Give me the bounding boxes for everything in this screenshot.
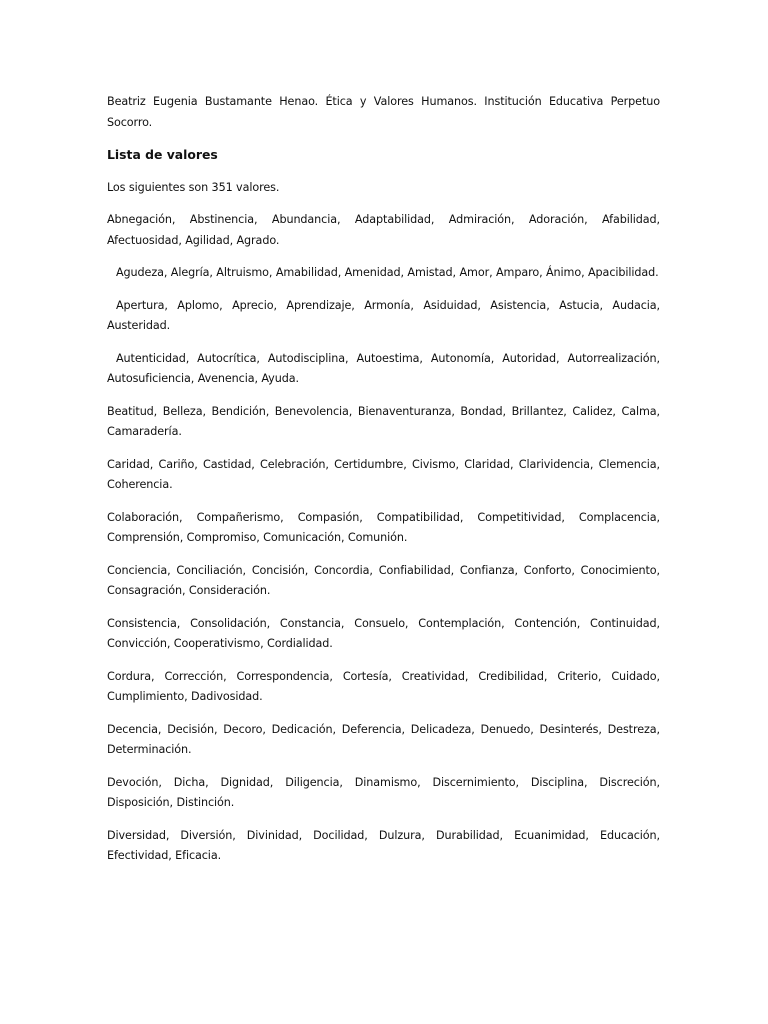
values-paragraph: Abnegación, Abstinencia, Abundancia, Adaptabilidad, Admiración, Adoración, Afabilidad, Afectuosidad, Agilidad, Agrado. [107, 213, 660, 247]
values-paragraph: Beatitud, Belleza, Bendición, Benevolencia, Bienaventuranza, Bondad, Brillantez, Calidez, Calma, Camaradería. [107, 404, 660, 438]
values-paragraph: Autenticidad, Autocrítica, Autodisciplina, Autoestima, Autonomía, Autoridad, Autorrealización, Autosuficiencia, Avenencia, Ayuda. [107, 351, 660, 385]
document-page [107, 92, 660, 879]
values-paragraph: Colaboración, Compañerismo, Compasión, Compatibilidad, Competitividad, Complacencia, Comprensión, Compromiso, Comunicación, Comunión. [107, 510, 660, 544]
values-paragraph: Agudeza, Alegría, Altruismo, Amabilidad, Amenidad, Amistad, Amor, Amparo, Ánimo, Apacibilidad. [116, 266, 659, 279]
values-paragraph: Devoción, Dicha, Dignidad, Diligencia, Dinamismo, Discernimiento, Disciplina, Discreción, Disposición, Distinción. [107, 775, 660, 809]
section-heading: Lista de valores [107, 147, 218, 162]
values-paragraph: Caridad, Cariño, Castidad, Celebración, Certidumbre, Civismo, Claridad, Clarividencia, Clemencia, Coherencia. [107, 457, 660, 491]
values-paragraph: Conciencia, Conciliación, Concisión, Concordia, Confiabilidad, Confianza, Conforto, Conocimiento, Consagración, Consideración. [107, 563, 660, 597]
document-header: Beatriz Eugenia Bustamante Henao. Ética y Valores Humanos. Institución Educativa Perpetuo Socorro. [107, 95, 660, 129]
values-paragraph: Apertura, Aplomo, Aprecio, Aprendizaje, Armonía, Asiduidad, Asistencia, Astucia, Audacia, Austeridad. [107, 298, 660, 332]
values-paragraph: Diversidad, Diversión, Divinidad, Docilidad, Dulzura, Durabilidad, Ecuanimidad, Educación, Efectividad, Eficacia. [107, 828, 660, 862]
values-paragraph: Cordura, Corrección, Correspondencia, Cortesía, Creatividad, Credibilidad, Criterio, Cuidado, Cumplimiento, Dadivosidad. [107, 669, 660, 703]
intro-text: Los siguientes son 351 valores. [107, 180, 280, 194]
values-paragraph: Decencia, Decisión, Decoro, Dedicación, Deferencia, Delicadeza, Denuedo, Desinterés, Destreza, Determinación. [107, 722, 660, 756]
values-paragraph: Consistencia, Consolidación, Constancia, Consuelo, Contemplación, Contención, Continuidad, Convicción, Cooperativismo, Cordialidad. [107, 616, 660, 650]
